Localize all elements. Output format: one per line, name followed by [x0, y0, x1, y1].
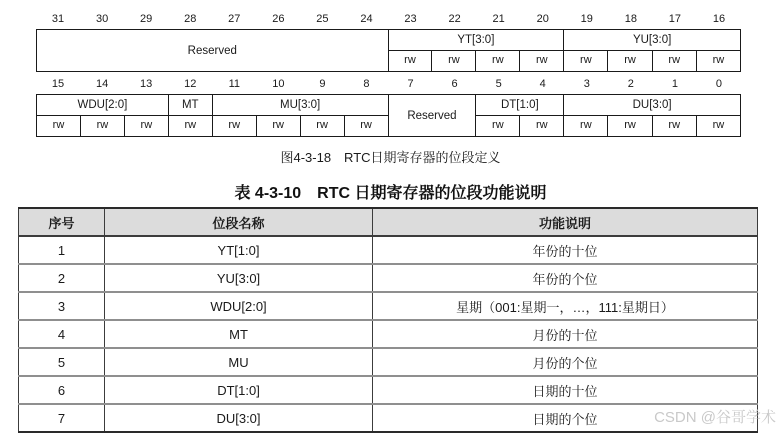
bit-label: 8 — [363, 78, 370, 90]
field-name-label: YT[3:0] — [389, 30, 564, 51]
bit-label: 10 — [272, 78, 285, 90]
table-cell: YT[1:0] — [105, 236, 373, 264]
rw-access-cell: rw — [184, 119, 197, 131]
table-header-cell: 位段名称 — [105, 208, 373, 236]
bit-label: 19 — [580, 13, 593, 25]
rw-access-cell: rw — [476, 51, 520, 71]
bit-label: 11 — [228, 78, 240, 90]
bit-label: 31 — [51, 13, 65, 25]
bit-label: 5 — [495, 78, 502, 90]
table-cell: 4 — [19, 320, 105, 348]
bit-label: 23 — [404, 13, 417, 25]
table-row — [19, 264, 758, 292]
table-row — [19, 348, 758, 376]
register-row — [36, 29, 741, 72]
reserved-field-cell — [389, 95, 477, 136]
table-caption: 表 4-3-10 RTC 日期寄存器的位段功能说明 — [234, 185, 547, 202]
table-cell: 3 — [19, 292, 105, 320]
reserved-field-cell — [37, 30, 389, 71]
field-name-label: DT[1:0] — [476, 95, 563, 116]
table-cell: 6 — [19, 376, 105, 404]
bit-label: 29 — [140, 13, 153, 25]
bit-label: 25 — [316, 13, 329, 25]
rw-access-cell: rw — [257, 116, 301, 136]
reserved-label: Reserved — [407, 109, 457, 122]
table-cell: 年份的个位 — [373, 264, 758, 292]
register-bit-diagram — [36, 13, 741, 143]
table-row — [19, 376, 758, 404]
table-cell: DT[1:0] — [105, 376, 373, 404]
bit-label: 12 — [184, 78, 197, 90]
access-row — [564, 116, 740, 136]
bitfield-table — [18, 207, 758, 433]
field-name-label: WDU[2:0] — [37, 95, 168, 116]
bit-label: 7 — [407, 78, 414, 90]
table-cell: 星期（001:星期一，…，111:星期日） — [373, 292, 758, 320]
bit-label: 24 — [360, 13, 373, 25]
table-cell: DU[3:0] — [105, 404, 373, 432]
bit-label: 20 — [536, 13, 549, 25]
table-header-cell: 功能说明 — [373, 208, 758, 236]
rw-access-cell: rw — [140, 119, 153, 131]
rw-access-cell: rw — [476, 116, 520, 136]
table-cell: YU[3:0] — [105, 264, 373, 292]
table-row — [19, 320, 758, 348]
table-cell: 年份的十位 — [373, 236, 758, 264]
field-cell — [564, 95, 740, 136]
table-header-cell: 序号 — [19, 208, 105, 236]
bit-number-row — [36, 13, 741, 28]
table-cell: WDU[2:0] — [105, 292, 373, 320]
rw-access-cell: rw — [535, 119, 548, 131]
watermark: CSDN @谷哥学术 — [654, 409, 776, 426]
access-row — [169, 116, 212, 136]
bit-label: 17 — [668, 13, 682, 25]
rw-access-cell: rw — [564, 51, 608, 71]
access-row — [37, 116, 168, 136]
bit-label: 6 — [451, 78, 458, 90]
access-row — [476, 116, 563, 136]
rw-access-cell: rw — [360, 119, 372, 131]
access-row — [213, 116, 388, 136]
register-row — [36, 94, 741, 137]
rw-access-cell: rw — [653, 51, 697, 71]
rw-access-cell: rw — [535, 54, 548, 66]
field-cell — [37, 95, 169, 136]
bit-label: 30 — [95, 13, 109, 25]
table-cell: 5 — [19, 348, 105, 376]
field-cell — [564, 30, 740, 71]
table-cell: 7 — [19, 404, 105, 432]
table-cell: 月份的十位 — [373, 320, 758, 348]
bit-label: 3 — [583, 78, 590, 90]
table-row — [19, 404, 758, 432]
figure-caption: 图4-3-18 RTC日期寄存器的位段定义 — [280, 150, 501, 165]
field-cell — [476, 95, 564, 136]
field-name-label: MU[3:0] — [213, 95, 388, 116]
table-row — [19, 292, 758, 320]
field-name-label: MT — [169, 95, 212, 116]
bit-label: 14 — [95, 78, 109, 90]
rw-access-cell: rw — [37, 116, 81, 136]
rw-access-cell: rw — [608, 51, 652, 71]
bit-label: 2 — [627, 78, 634, 90]
bit-label: 18 — [624, 13, 637, 25]
bit-label: 22 — [448, 13, 461, 25]
bit-label: 21 — [492, 13, 505, 25]
field-name-label: YU[3:0] — [564, 30, 740, 51]
table-cell: MU — [105, 348, 373, 376]
bit-label: 1 — [671, 78, 678, 90]
rw-access-cell: rw — [712, 54, 725, 66]
rw-access-cell: rw — [213, 116, 257, 136]
bit-label: 9 — [319, 78, 326, 90]
bit-number-row — [36, 78, 741, 93]
field-cell — [389, 30, 565, 71]
bit-label: 27 — [228, 13, 241, 25]
table-cell: MT — [105, 320, 373, 348]
rw-access-cell: rw — [389, 51, 433, 71]
rw-access-cell: rw — [432, 51, 476, 71]
field-name-label: DU[3:0] — [564, 95, 740, 116]
rw-access-cell: rw — [564, 116, 608, 136]
table-cell: 1 — [19, 236, 105, 264]
rw-access-cell: rw — [653, 116, 697, 136]
table-cell: 月份的个位 — [373, 348, 758, 376]
rw-access-cell: rw — [712, 119, 725, 131]
table-header-row — [19, 208, 758, 236]
reserved-label: Reserved — [187, 44, 237, 57]
access-row — [389, 51, 564, 71]
field-cell — [169, 95, 213, 136]
rw-access-cell: rw — [301, 116, 345, 136]
bit-label: 13 — [140, 78, 153, 90]
bit-label: 4 — [539, 78, 546, 90]
bit-label: 28 — [184, 13, 197, 25]
rw-access-cell: rw — [608, 116, 652, 136]
bit-label: 15 — [51, 78, 65, 90]
table-cell: 日期的十位 — [373, 376, 758, 404]
field-cell — [213, 95, 389, 136]
table-cell: 2 — [19, 264, 105, 292]
bit-label: 16 — [712, 13, 726, 25]
access-row — [564, 51, 740, 71]
table-row — [19, 236, 758, 264]
rw-access-cell: rw — [81, 116, 125, 136]
bit-label: 26 — [272, 13, 285, 25]
table-cell: 日期的个位 — [373, 404, 758, 432]
bit-label: 0 — [715, 78, 723, 90]
